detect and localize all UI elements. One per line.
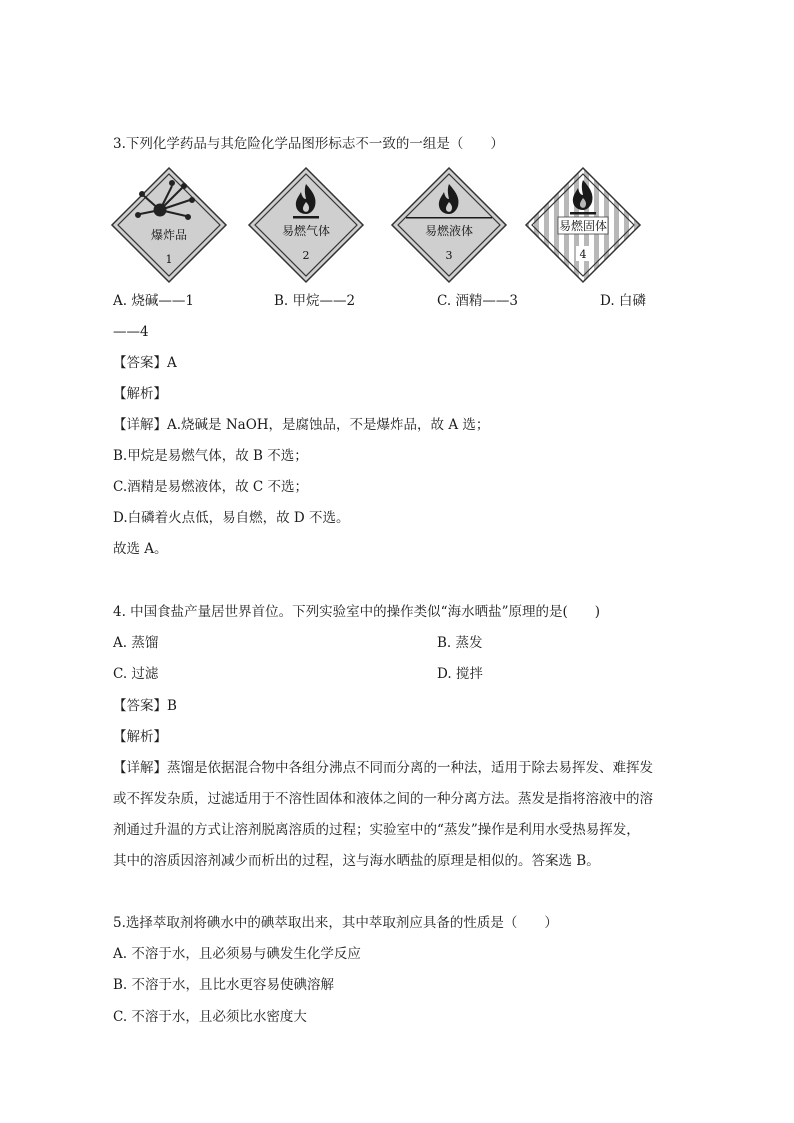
q4-option-d: D. 搅拌	[437, 666, 483, 682]
q3-detail-line: 【详解】A.烧碱是 NaOH，是腐蚀品，不是爆炸品，故 A 选；	[113, 417, 490, 433]
q4-option-b: B. 蒸发	[437, 635, 483, 651]
q4-stem: 4. 中国食盐产量居世界首位。下列实验室中的操作类似“海水晒盐”原理的是( )	[113, 604, 601, 620]
q3-detail-line: 故选 A。	[113, 541, 168, 557]
q5-option-a: A. 不溶于水，且必须易与碘发生化学反应	[113, 946, 361, 962]
q3-detail-line: B.甲烷是易燃气体，故 B 不选；	[113, 448, 308, 464]
q3-option-d-continued: ——4	[113, 324, 149, 340]
q4-option-a: A. 蒸馏	[113, 635, 159, 651]
q3-option-c: C. 酒精——3	[437, 293, 519, 309]
flammable-gas-sign	[247, 166, 365, 284]
flammable-liquid-sign	[390, 166, 508, 284]
q4-detail-line: 【详解】蒸馏是依据混合物中各组分沸点不同而分离的一种法，适用于除去易挥发、难挥发	[113, 760, 653, 776]
sign-number-1: 1	[165, 253, 173, 266]
q3-stem: 3.下列化学药品与其危险化学品图形标志不一致的一组是（ ）	[113, 136, 504, 152]
q4-detail-line: 剂通过升温的方式让溶剂脱离溶质的过程；实验室中的“蒸发”操作是利用水受热易挥发，	[113, 822, 640, 838]
flammable-solid-sign	[524, 166, 642, 284]
q3-analysis-title: 【解析】	[113, 386, 167, 402]
sign-number-4: 4	[579, 248, 587, 261]
q4-option-c: C. 过滤	[113, 666, 159, 682]
q3-option-d: D. 白磷	[600, 293, 646, 309]
q3-answer: 【答案】A	[113, 355, 177, 371]
q5-option-b: B. 不溶于水，且比水更容易使碘溶解	[113, 977, 335, 993]
q3-option-b: B. 甲烷——2	[274, 293, 356, 309]
q3-detail-line: D.白磷着火点低，易自燃，故 D 不选。	[113, 510, 350, 526]
sign-label-2: 易燃气体	[281, 224, 331, 238]
q4-analysis-title: 【解析】	[113, 729, 167, 745]
q4-detail-line: 其中的溶质因溶剂减少而析出的过程，这与海水晒盐的原理是相似的。答案选 B。	[113, 853, 600, 869]
q3-option-a: A. 烧碱——1	[113, 293, 194, 309]
q3-detail-line: C.酒精是易燃液体，故 C 不选；	[113, 479, 309, 495]
sign-label-1: 爆炸品	[150, 228, 188, 242]
sign-label-4: 易燃固体	[558, 219, 608, 233]
sign-number-3: 3	[445, 249, 453, 262]
q4-detail-line: 或不挥发杂质，过滤适用于不溶性固体和液体之间的一种分离方法。蒸发是指将溶液中的溶	[113, 791, 653, 807]
sign-number-2: 2	[302, 249, 310, 262]
q5-option-c: C. 不溶于水，且必须比水密度大	[113, 1009, 307, 1025]
q4-answer: 【答案】B	[113, 698, 177, 714]
explosive-hazard-sign	[110, 166, 228, 284]
q5-stem: 5.选择萃取剂将碘水中的碘萃取出来，其中萃取剂应具备的性质是（ ）	[113, 915, 558, 931]
sign-label-3: 易燃液体	[424, 224, 474, 238]
